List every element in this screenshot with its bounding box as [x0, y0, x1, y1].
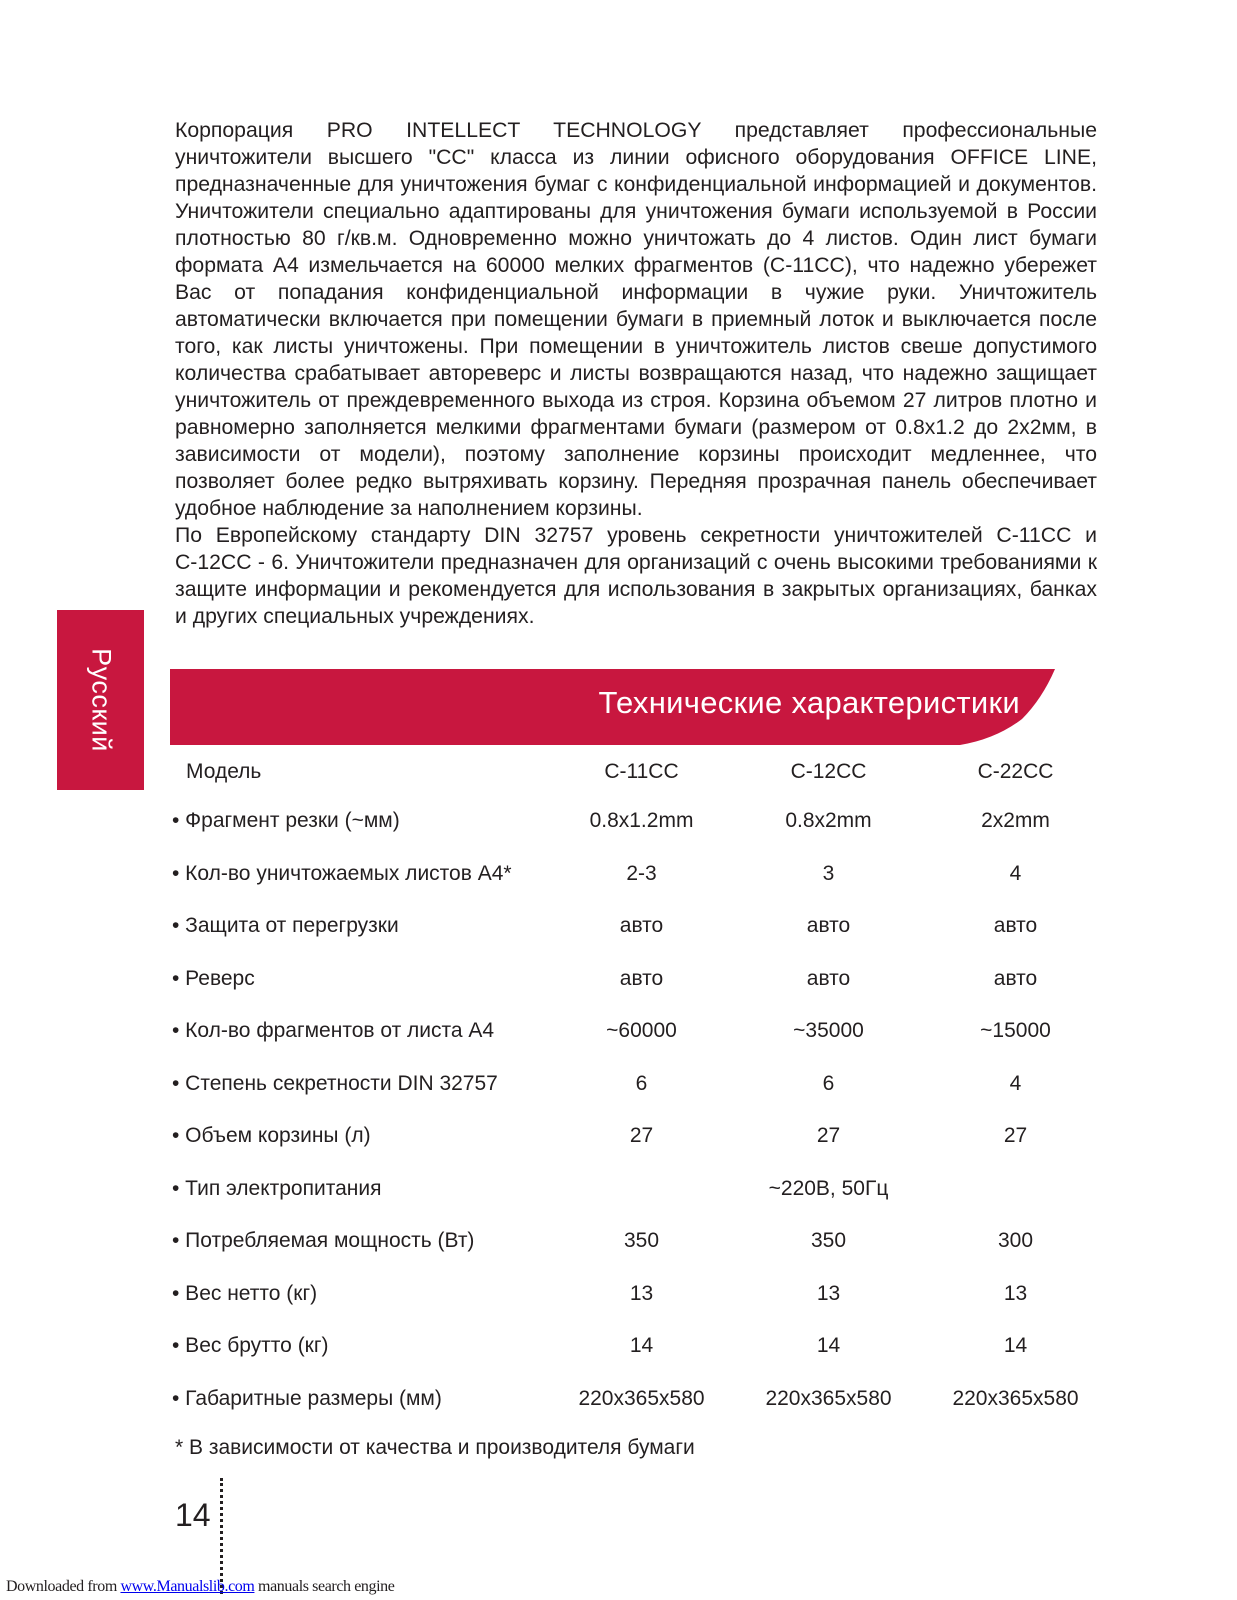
spec-label: • Потребляемая мощность (Вт) [172, 1229, 475, 1253]
spec-value: ~35000 [793, 1019, 864, 1043]
spec-value: 27 [816, 1124, 841, 1148]
table-header-row [172, 748, 1109, 795]
spec-value: 0.8x2mm [785, 809, 872, 833]
spec-label: • Вес нетто (кг) [172, 1281, 318, 1305]
specs-title: Технические характеристики [598, 685, 1020, 720]
intro-paragraph-1: Корпорация PRO INTELLECT TECHNOLOGY представляет профессиональные уничтожители высшего "СС" класса из линии офисного оборудования OFFICE LINE, предназначенные для уничтожения бумаг с конфиденциальной информацией и документов. Уничтожители специально адаптированы для уничтожения бумаги используемой в России плотностью 80 г/кв.м. Одновременно можно уничтожать до 4 листов. Один лист бумаги формата А4 измельчается на 60000 мелких фрагментов (С-11СС), что надежно убережет Вас от попадания конфиденциальной информации в чужие руки. Уничтожитель автоматически включается при помещении бумаги в приемный лоток и выключается после того, как листы уничтожены. При помещении в уничтожитель листов свеше допустимого количества срабатывает автореверс и листы возвращаются назад, что надежно защищает уничтожитель от преждевременного выхода из строя. Корзина объемом 27 литров плотно и равномерно заполняется мелкими фрагментами бумаги (размером от 0.8х1.2 до 2х2мм, в зависимости от модели), поэтому заполнение корзины происходит медленнее, что позволяет более редко вытряхивать корзину. Передняя прозрачная панель обеспечивает удобное наблюдение за наполнением корзины. [175, 119, 1097, 520]
language-tab-label: Русский [86, 648, 116, 752]
table-row [172, 1373, 1109, 1426]
spec-label: • Реверс [172, 966, 255, 990]
table-row [172, 795, 1109, 848]
spec-value: авто [993, 966, 1038, 990]
spec-value: 14 [629, 1334, 654, 1358]
model-header: С-11СС [604, 759, 679, 783]
table-row [172, 848, 1109, 901]
spec-label: • Защита от перегрузки [172, 914, 399, 938]
spec-value: 6 [635, 1071, 648, 1095]
spec-value: авто [806, 966, 851, 990]
spec-label: • Фрагмент резки (~мм) [172, 809, 400, 833]
spec-value: авто [619, 914, 664, 938]
model-header: С-22СС [977, 759, 1054, 783]
table-row [172, 1005, 1109, 1058]
download-suffix: manuals search engine [254, 1578, 395, 1595]
intro-paragraph-2: По Европейскому стандарту DIN 32757 уровень секретности уничтожителей С-11СС и С-12СС - 6. Уничтожители предназначен для организаций с очень высокими требованиями к защите информации и рекомендуется для использования в закрытых организациях, банках и других специальных учреждениях. [175, 524, 1097, 628]
spec-value: 27 [629, 1124, 654, 1148]
model-header: С-12СС [790, 759, 867, 783]
spec-value: 0.8x1.2mm [589, 809, 694, 833]
spec-label: • Степень секретности DIN 32757 [172, 1071, 498, 1095]
download-footer [6, 1578, 394, 1596]
spec-value: 3 [822, 861, 835, 885]
table-row [172, 900, 1109, 953]
spec-value: ~15000 [980, 1019, 1051, 1043]
spec-value: 350 [623, 1229, 660, 1253]
manualslib-link[interactable]: www.Manualslib.com [120, 1578, 255, 1595]
spec-value: 2-3 [626, 861, 657, 885]
table-row [172, 1268, 1109, 1321]
spec-value: 220x365x580 [952, 1386, 1079, 1410]
spec-value: 350 [810, 1229, 847, 1253]
model-header-label: Модель [186, 759, 262, 783]
spec-label: • Габаритные размеры (мм) [172, 1386, 442, 1410]
download-prefix: Downloaded from [6, 1578, 117, 1595]
footnote: * В зависимости от качества и производителя бумаги [175, 1436, 695, 1459]
spec-value: 2x2mm [981, 809, 1050, 833]
table-row [172, 1320, 1109, 1373]
spec-value: 27 [1003, 1124, 1028, 1148]
table-row [172, 1110, 1109, 1163]
spec-value: 220x365x580 [578, 1386, 705, 1410]
spec-value: 13 [816, 1281, 841, 1305]
spec-value [548, 1163, 735, 1216]
spec-value: 14 [816, 1334, 841, 1358]
spec-value: ~220В, 50Гц [768, 1176, 889, 1200]
spec-value: 220x365x580 [765, 1386, 892, 1410]
spec-value: 300 [997, 1229, 1034, 1253]
table-row [172, 1058, 1109, 1111]
spec-label: • Кол-во уничтожаемых листов А4* [172, 861, 512, 885]
table-row [172, 1215, 1109, 1268]
spec-label: • Объем корзины (л) [172, 1124, 371, 1148]
specs-table [172, 748, 1109, 1425]
spec-label: • Вес брутто (кг) [172, 1334, 329, 1358]
table-row [172, 1163, 1109, 1216]
page-number: 14 [175, 1497, 211, 1533]
table-row [172, 953, 1109, 1006]
spec-label: • Тип электропитания [172, 1176, 382, 1200]
spec-value: 13 [1003, 1281, 1028, 1305]
dotted-divider [220, 1478, 223, 1594]
spec-label: • Кол-во фрагментов от листа А4 [172, 1019, 495, 1043]
spec-value: ~60000 [606, 1019, 677, 1043]
language-tab [57, 610, 144, 790]
spec-value: 14 [1003, 1334, 1028, 1358]
spec-value: авто [619, 966, 664, 990]
spec-value: 6 [822, 1071, 835, 1095]
spec-value: 13 [629, 1281, 654, 1305]
spec-value [922, 1163, 1109, 1216]
spec-value: авто [993, 914, 1038, 938]
spec-value: 4 [1009, 1071, 1022, 1095]
spec-value: 4 [1009, 861, 1022, 885]
spec-value: авто [806, 914, 851, 938]
specs-title-banner [170, 669, 1076, 745]
intro-text [175, 117, 1097, 630]
